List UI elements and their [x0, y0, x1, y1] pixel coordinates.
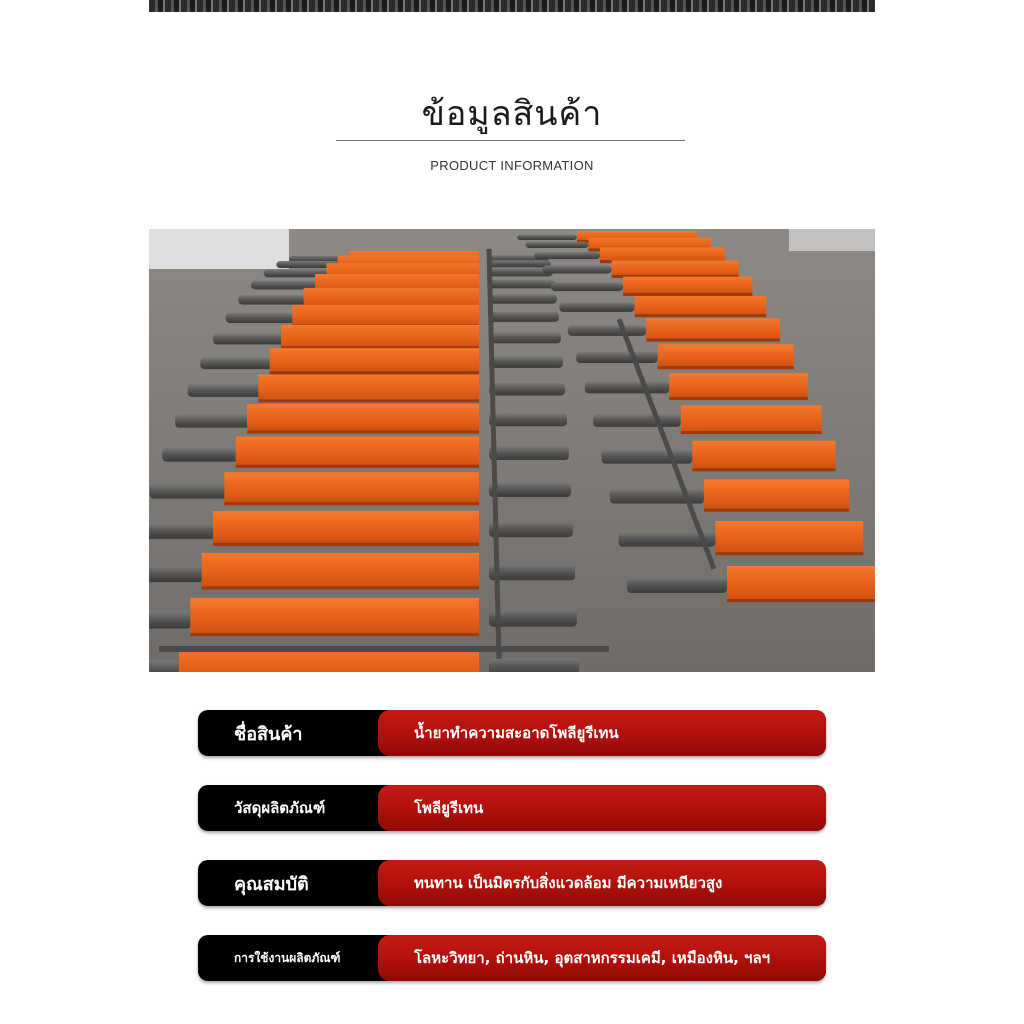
product-info-table	[198, 710, 826, 1010]
blade-edge	[646, 339, 780, 342]
scraper-blade	[190, 598, 479, 636]
scraper-blade	[292, 305, 479, 328]
shaft	[175, 414, 251, 427]
blade-edge	[635, 314, 767, 317]
blade-edge	[258, 399, 479, 402]
shaft	[576, 352, 658, 363]
scraper-blade	[681, 405, 822, 434]
shaft	[149, 660, 179, 672]
scraper-blade	[224, 472, 479, 505]
info-label: ชื่อสินค้า	[234, 723, 303, 745]
shaft	[489, 332, 561, 343]
blade-edge	[270, 371, 479, 374]
scraper-blade	[727, 566, 875, 602]
blade-edge	[669, 397, 807, 400]
blade-edge	[692, 468, 835, 471]
shaft	[149, 611, 191, 628]
scraper-blade	[635, 296, 767, 317]
shaft	[200, 357, 275, 369]
scraper-blade	[704, 479, 849, 511]
shaft	[149, 566, 203, 582]
info-label: การใช้งานผลิตภัณฑ์	[234, 950, 341, 965]
blade-edge	[247, 431, 479, 434]
top-image-strip	[149, 0, 875, 12]
blade-edge	[704, 509, 849, 512]
info-value: น้ำยาทำความสะอาดโพลียูรีเทน	[378, 710, 826, 756]
scraper-blade	[692, 441, 835, 471]
shaft	[627, 577, 727, 593]
info-row-product-name	[198, 710, 826, 756]
product-photo	[149, 229, 875, 672]
shaft	[602, 450, 693, 464]
blade-edge	[681, 431, 822, 434]
shaft	[489, 482, 571, 497]
scraper-blade	[646, 319, 780, 342]
shaft	[489, 521, 573, 537]
shaft	[150, 484, 227, 499]
shaft	[489, 658, 579, 672]
blade-edge	[224, 502, 479, 505]
blade-edge	[727, 599, 875, 602]
scraper-blade	[715, 521, 863, 555]
blade-edge	[190, 633, 479, 636]
scraper-blade	[281, 325, 479, 349]
scraper-blade	[236, 437, 479, 468]
shaft	[489, 564, 575, 580]
shaft	[489, 609, 577, 626]
shaft	[149, 523, 215, 539]
shaft	[489, 312, 559, 322]
info-row-material	[198, 785, 826, 831]
shaft	[542, 266, 611, 274]
info-label: วัสดุผลิตภัณฑ์	[234, 799, 326, 817]
shaft	[593, 414, 681, 427]
scraper-blade	[247, 404, 479, 434]
scraper-blade	[669, 373, 807, 400]
scraper-blade	[270, 348, 479, 374]
info-value: โลหะวิทยา, ถ่านหิน, อุตสาหกรรมเคมี, เหมืองหิน, ฯลฯ	[378, 935, 826, 981]
shaft	[162, 448, 239, 462]
shaft	[489, 383, 565, 396]
info-row-properties	[198, 860, 826, 906]
blade-edge	[202, 586, 479, 589]
shaft	[489, 260, 551, 267]
shaft	[489, 413, 567, 426]
info-row-applications	[198, 935, 826, 981]
shaft	[568, 325, 646, 335]
shaft	[489, 294, 557, 303]
info-value: โพลียูรีเทน	[378, 785, 826, 831]
info-label: คุณสมบัติ	[234, 873, 309, 895]
shaft	[238, 295, 311, 304]
blade-edge	[236, 465, 479, 468]
shaft	[585, 381, 670, 393]
scraper-blade	[658, 344, 794, 369]
title-divider	[336, 140, 685, 141]
blade-edge	[213, 543, 479, 546]
shaft	[534, 252, 600, 259]
shaft	[188, 384, 263, 397]
page-title: ข้อมูลสินค้า	[421, 94, 603, 134]
shaft	[489, 446, 569, 460]
scraper-blade	[213, 511, 479, 546]
shaft	[489, 280, 555, 289]
blade-edge	[623, 293, 752, 296]
shaft	[525, 242, 588, 248]
shaft	[226, 313, 299, 323]
shaft	[213, 334, 287, 345]
shaft	[489, 356, 563, 368]
page-subtitle: PRODUCT INFORMATION	[430, 158, 594, 173]
shaft	[559, 302, 634, 312]
shaft	[551, 282, 623, 291]
shaft	[517, 235, 577, 240]
info-value: ทนทาน เป็นมิตรกับสิ่งแวดล้อม มีความเหนียวสูง	[378, 860, 826, 906]
blade-edge	[658, 366, 794, 369]
scraper-blade	[258, 375, 479, 403]
scraper-blade	[202, 553, 479, 590]
blade-edge	[715, 552, 863, 555]
